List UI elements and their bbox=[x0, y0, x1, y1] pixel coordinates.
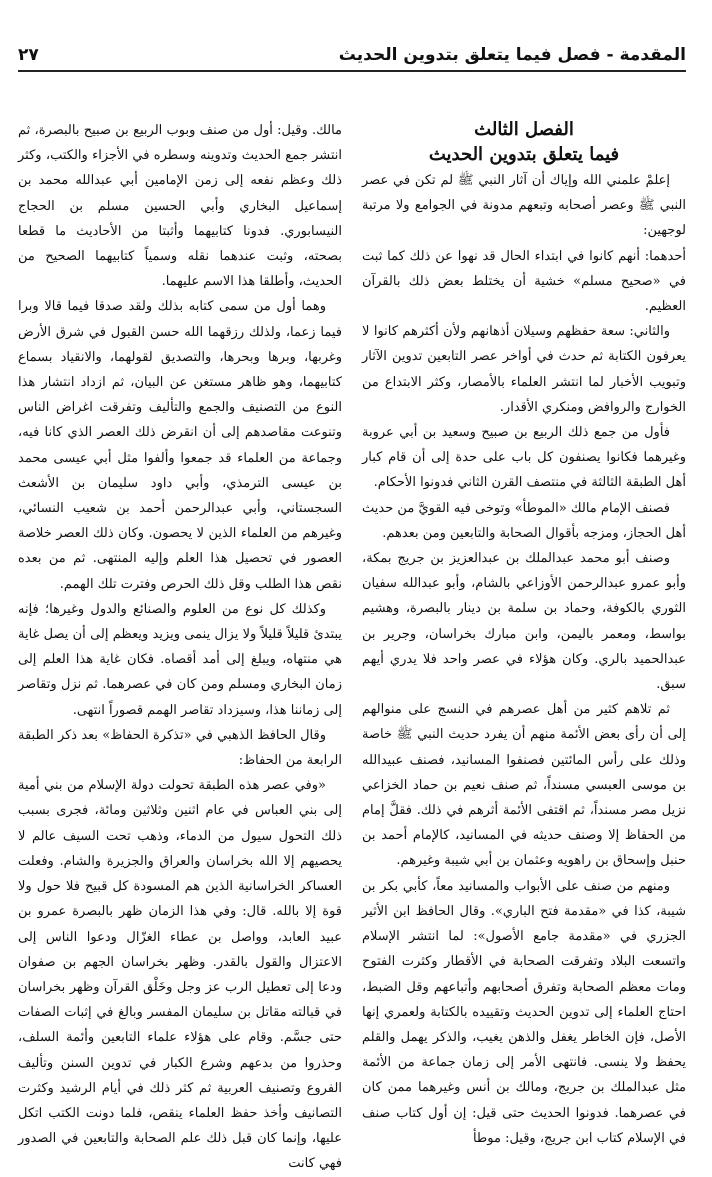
paragraph: أحدهما: أنهم كانوا في ابتداء الحال قد نهوا عن ذلك كما ثبت في «صحيح مسلم» خشية أن يختلط بعض ذلك بالقرآن العظيم. bbox=[362, 248, 686, 315]
running-header bbox=[18, 42, 686, 72]
paragraph: ثم تلاهم كثير من أهل عصرهم في النسج على منوالهم إلى أن رأى بعض الأئمة منهم أن يفرد حديث النبي ﷺ خاصة وذلك على رأس المائتين فصنفوا المسانيد، فصنف عبيدالله بن موسى العبسي مسنداً، ثم صنف نعيم بن حماد الخزاعي نزيل مصر مسنداً، ثم اقتفى الأئمة أثرهم في ذلك. فقلَّ إمام من الحفاظ إلا وصنف حديثه في المسانيد، كالإمام أحمد بن حنبل وإسحاق بن راهويه وعثمان بن أبي شيبة وغيرهم. bbox=[362, 702, 686, 869]
chapter-subtitle: فيما يتعلق بتدوين الحديث bbox=[428, 144, 620, 165]
paragraph: وهما أول من سمى كتابه بذلك ولقد صدقا فيما قالا وبرا فيما زعما، ولذلك رزقهما الله حسن القبول في شرق الأرض وغربها، وبرها وبحرها، والتصديق لقولهما، والانقياد بسماع كتابيهما، وهو ظاهر مستغن عن البيان، ثم ازداد انتشار هذا النوع من التصنيف والجمع والتأليف وتفرقت اغراض الناس وتنوعت مقاصدهم إلى أن انقرض ذلك العصر الذي كانا فيه، وجماعة من العلماء قد جمعوا وألفوا مثل أبي عيسى محمد بن عيسى الترمذي، وأبي داود سليمان بن الأشعث السجستاني، وأبي عبدالرحمن أحمد بن شعيب النسائي، وغيرهم من العلماء الذين لا يحصون. وكان ذلك العصر خلاصة العصور في تحصيل هذا العلم وإليه المنتهى. ثم من بعده نقص هذا الطلب وقل ذلك الحرص وفترت تلك الهمم. bbox=[18, 299, 342, 592]
paragraph: ومنهم من صنف على الأبواب والمسانيد معاً، كأبي بكر بن شيبة، كذا في «مقدمة فتح الباري». وقال الحافظ ابن الأثير الجزري في «مقدمة جامع الأصول»: لما انتشر الإسلام واتسعت البلاد وتفرقت الصحابة في الأقطار وكثرت الفتوح ومات معظم الصحابة وتفرق أصحابهم وأتباعهم وقل الضبط، احتاج العلماء إلى تدوين الحديث وتقييده بالكتابة ولعمري إنها الأصل، فإن الخاطر يغفل والذهن يغيب، والذكر يهمل والقلم يحفظ ولا ينسى. فانتهى الأمر إلى زمان جماعة من الأئمة مثل عبدالملك بن جريج، ومالك بن أنس وغيرهما ممن كان في عصرهما. فدونوا الحديث حتى قيل: إن أول كتاب صنف في الإسلام كتاب ابن جريج، وقيل: موطأ bbox=[362, 878, 686, 1146]
right-column bbox=[362, 118, 686, 1146]
paragraph: إعلمْ علمني الله وإياك أن آثار النبي ﷺ لم تكن في عصر النبي ﷺ وعصر أصحابه وتبعهم مدونة في الجوامع ولا مرتبة لوجهين: bbox=[362, 173, 686, 239]
paragraph: مالك. وقيل: أول من صنف وبوب الربيع بن صبيح بالبصرة، ثم انتشر جمع الحديث وتدوينه وسطره في الأجزاء والكتب، وكثر ذلك وعظم نفعه إلى زمن الإمامين أبي عبدالله محمد بن إسماعيل البخاري وأبي الحسين مسلم بن الحجاج النيسابوري. فدونا كتابيهما وأثبتا من الأحاديث ما قطعا بصحته، وثبت عندهما نقله وسمياً كتابيهما الصحيح من الحديث، وأطلقا هذا الاسم عليهما. bbox=[18, 123, 342, 290]
paragraph: فأول من جمع ذلك الربيع بن صبيح وسعيد بن أبي عروبة وغيرهما فكانوا يصنفون كل باب على حدة إلى أن قام كبار أهل الطبقة الثالثة في منتصف القرن الثاني فدونوا الأحكام. bbox=[362, 425, 686, 491]
paragraph: وكذلك كل نوع من العلوم والصنائع والدول وغيرها؛ فإنه يبتدئ قليلاً قليلاً ولا يزال ينمى ويزيد ويعظم إلى أن يصل غاية هي منتهاه، ويبلغ إلى أمد أقصاه. فكان غاية هذا العلم إلى زمان البخاري ومسلم ومن كان في عصرهما. ثم نزل وتقاصر إلى زماننا هذا، وسيزداد تقاصر الهمم قصوراً انتهى. bbox=[18, 601, 342, 718]
paragraph: والثاني: سعة حفظهم وسيلان أذهانهم ولأن أكثرهم كانوا لا يعرفون الكتابة ثم حدث في أواخر عصر التابعين تدوين الآثار وتبويب الأخبار لما انتشر العلماء بالأمصار، وكثر الابتداع من الخوارج والروافض ومنكري الأقدار. bbox=[362, 324, 686, 415]
page-number: ٢٧ bbox=[18, 45, 39, 65]
paragraph: فصنف الإمام مالك «الموطأ» وتوخى فيه القويَّ من حديث أهل الحجاز، ومزجه بأقوال الصحابة والتابعين ومن بعدهم. bbox=[362, 500, 686, 541]
quotation: «وفي عصر هذه الطبقة تحولت دولة الإسلام من بني أمية إلى بني العباس في عام اثنين وثلاثين ومائة، فجرى بسبب ذلك التحول سيول من الدماء، وذهب تحت السيف عالم لا يحصيهم إلا الله بخراسان والعراق والجزيرة والشام. وفعلت العساكر الخراسانية الذين هم المسودة كل قبيح فلا حول ولا قوة إلا بالله. قال: وفي هذا الزمان ظهر بالبصرة عمرو بن عبيد العابد، وواصل بن عطاء الغزّال ودعوا الناس إلى الاعتزال والقول بالقدر. وظهر بخراسان الجهم بن صفوان ودعا إلى تعطيل الرب عز وجل وخَلْق القرآن وظهر بخراسان في قبالته مقاتل بن سليمان المفسر وبالغ في إثبات الصفات حتى جسَّم. وقام على هؤلاء علماء التابعين وأئمة السلف، وحذروا من بدعهم وشرع الكبار في تدوين السنن وتأليف الفروع وتصنيف العربية ثم كثر ذلك في أيام الرشيد وكثرت التصانيف وأخذ حفظ العلماء ينقص، فلما دونت الكتب اتكل عليها، وإنما كان قبل ذلك علم الصحابة والتابعين في الصدور فهي كانت bbox=[18, 778, 342, 1172]
two-column-body bbox=[18, 118, 686, 1172]
chapter-heading: الفصل الثالث bbox=[474, 119, 574, 140]
left-column bbox=[18, 118, 342, 1172]
running-title: المقدمة - فصل فيما يتعلق بتدوين الحديث bbox=[338, 45, 686, 65]
paragraph: وصنف أبو محمد عبدالملك بن عبدالعزيز بن جريج بمكة، وأبو عمرو عبدالرحمن الأوزاعي بالشام، وأبو عبدالله سفيان الثوري بالكوفة، وحماد بن سلمة بن دينار بالبصرة، وهشيم بواسط، ومعمر باليمن، وابن مبارك بخراسان، وجرير بن عبدالحميد بالري. وكان هؤلاء في عصر واحد فلا يدري أيهم سبق. bbox=[362, 551, 686, 693]
paragraph: وقال الحافظ الذهبي في «تذكرة الحفاظ» بعد ذكر الطبقة الرابعة من الحفاظ: bbox=[18, 727, 342, 769]
